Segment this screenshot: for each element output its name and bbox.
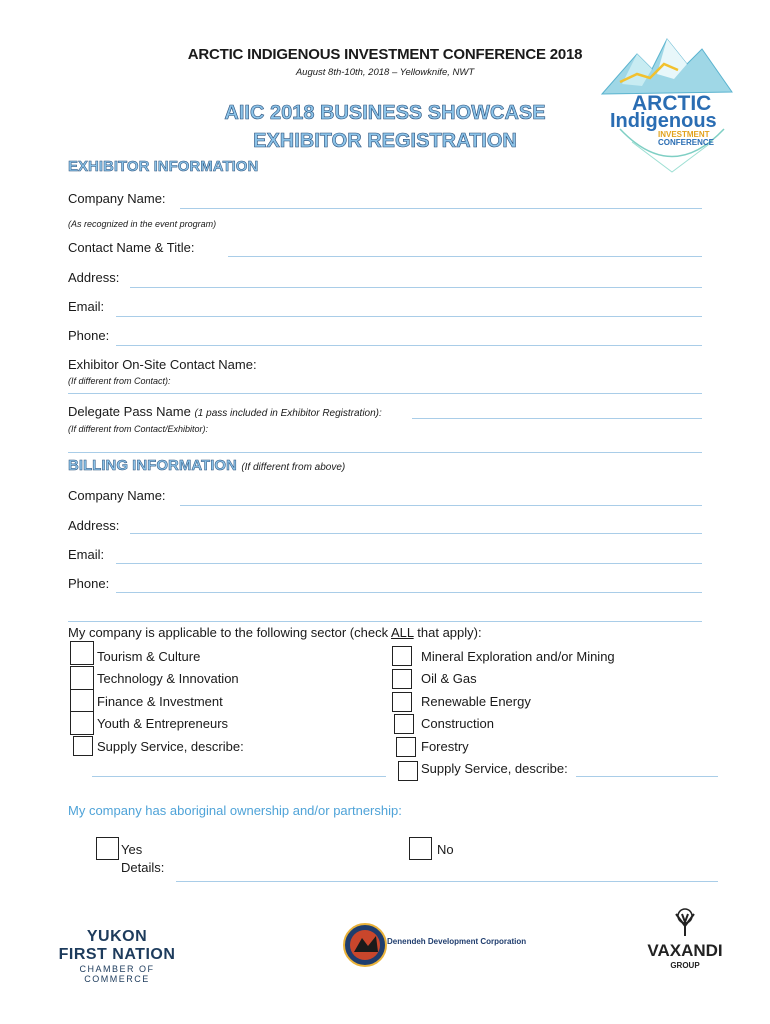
checkbox-youth[interactable] <box>70 711 94 735</box>
checkbox-ownership-yes[interactable] <box>96 837 119 860</box>
aiic-logo <box>592 34 752 174</box>
sector-intro-post: that apply): <box>413 625 482 640</box>
vaxandi-logo <box>640 908 730 970</box>
ownership-details-label: Details: <box>121 860 165 875</box>
supply-right-describe-field[interactable] <box>576 776 718 777</box>
ownership-question: My company has aboriginal ownership and/or partnership: <box>68 803 402 818</box>
delegate-pass-paren: (1 pass included in Exhibitor Registration): <box>194 408 382 419</box>
delegate-pass-field[interactable] <box>412 418 702 419</box>
sector-finance-label: Finance & Investment <box>97 694 223 709</box>
checkbox-tourism[interactable] <box>70 641 94 665</box>
tree-icon <box>670 908 700 938</box>
billing-company-field[interactable] <box>180 505 702 506</box>
billing-heading-row <box>68 457 345 475</box>
billing-heading-note: (If different from above) <box>241 462 346 473</box>
conference-title: ARCTIC INDIGENOUS INVESTMENT CONFERENCE 2018 <box>187 46 583 63</box>
address-label: Address: <box>68 270 120 285</box>
sector-renewable-label: Renewable Energy <box>421 694 531 709</box>
registration-title: EXHIBITOR REGISTRATION <box>253 130 517 152</box>
contact-name-field[interactable] <box>228 256 702 257</box>
billing-email-field[interactable] <box>116 563 702 564</box>
billing-email-label: Email: <box>68 547 105 562</box>
sector-forestry-label: Forestry <box>421 739 469 754</box>
checkbox-oil-gas[interactable] <box>392 669 412 689</box>
vaxandi-sub: GROUP <box>670 961 700 970</box>
billing-address-label: Address: <box>68 518 120 533</box>
checkbox-ownership-no[interactable] <box>409 837 432 860</box>
sector-supply-left-label: Supply Service, describe: <box>97 739 244 754</box>
phone-label: Phone: <box>68 328 110 343</box>
billing-phone-field[interactable] <box>116 592 702 593</box>
checkbox-renewable[interactable] <box>392 692 412 712</box>
sector-construction-label: Construction <box>421 716 494 731</box>
checkbox-construction[interactable] <box>394 714 414 734</box>
delegate-pass-label <box>68 404 382 419</box>
sector-mining-label: Mineral Exploration and/or Mining <box>421 649 615 664</box>
checkbox-supply-left[interactable] <box>73 736 93 756</box>
supply-left-describe-field[interactable] <box>92 776 386 777</box>
ownership-yes-label: Yes <box>121 842 143 857</box>
company-name-note: (As recognized in the event program) <box>68 219 217 229</box>
delegate-pass-note: (If different from Contact/Exhibitor): <box>68 424 209 434</box>
checkbox-forestry[interactable] <box>396 737 416 757</box>
billing-address-field[interactable] <box>130 533 702 534</box>
denendeh-name: Denendeh Development Corporation <box>387 937 527 946</box>
exhibitor-info-heading: EXHIBITOR INFORMATION <box>68 158 259 175</box>
denendeh-emblem <box>342 922 392 972</box>
yukon-logo-line1: YUKON <box>86 928 148 945</box>
vaxandi-name: VAXANDI <box>647 941 723 960</box>
billing-company-label: Company Name: <box>68 488 166 503</box>
onsite-contact-field[interactable] <box>68 393 702 394</box>
checkbox-technology[interactable] <box>70 666 94 690</box>
yukon-logo-line2: FIRST NATION <box>58 946 176 963</box>
checkbox-finance[interactable] <box>70 689 94 713</box>
email-label: Email: <box>68 299 105 314</box>
delegate-pass-field-2[interactable] <box>68 452 702 453</box>
aiic-logo-indigenous: Indigenous <box>610 110 717 132</box>
billing-phone-field-2[interactable] <box>68 621 702 622</box>
conference-dates: August 8th-10th, 2018 – Yellowknife, NWT <box>295 67 475 78</box>
billing-phone-label: Phone: <box>68 576 110 591</box>
sector-intro <box>68 625 482 640</box>
sector-supply-right-label: Supply Service, describe: <box>421 761 568 776</box>
phone-field[interactable] <box>116 345 702 346</box>
ownership-details-field[interactable] <box>176 881 718 882</box>
company-name-label: Company Name: <box>68 191 166 206</box>
ownership-no-label: No <box>437 842 454 857</box>
delegate-pass-text: Delegate Pass Name <box>68 404 191 419</box>
address-field[interactable] <box>130 287 702 288</box>
sector-intro-all: ALL <box>391 625 414 640</box>
yukon-logo-line3: CHAMBER OF COMMERCE <box>79 964 155 984</box>
contact-name-label: Contact Name & Title: <box>68 240 195 255</box>
sector-technology-label: Technology & Innovation <box>97 671 239 686</box>
onsite-contact-note: (If different from Contact): <box>68 376 171 386</box>
sector-youth-label: Youth & Entrepreneurs <box>97 716 229 731</box>
email-field[interactable] <box>116 316 702 317</box>
showcase-title: AIIC 2018 BUSINESS SHOWCASE <box>224 102 546 124</box>
aiic-logo-conference: CONFERENCE <box>658 138 715 147</box>
aiic-logo-arctic: ARCTIC <box>632 92 712 115</box>
onsite-contact-label: Exhibitor On-Site Contact Name: <box>68 357 257 372</box>
aiic-logo-investment: INVESTMENT <box>658 130 710 139</box>
yukon-logo <box>52 928 182 984</box>
billing-heading: BILLING INFORMATION <box>68 457 237 474</box>
sector-intro-pre: My company is applicable to the following sector (check <box>68 625 391 640</box>
sector-tourism-label: Tourism & Culture <box>97 649 201 664</box>
checkbox-supply-right[interactable] <box>398 761 418 781</box>
sector-oil-gas-label: Oil & Gas <box>421 671 477 686</box>
checkbox-mining[interactable] <box>392 646 412 666</box>
denendeh-emblem-icon <box>342 922 388 968</box>
company-name-field[interactable] <box>180 208 702 209</box>
